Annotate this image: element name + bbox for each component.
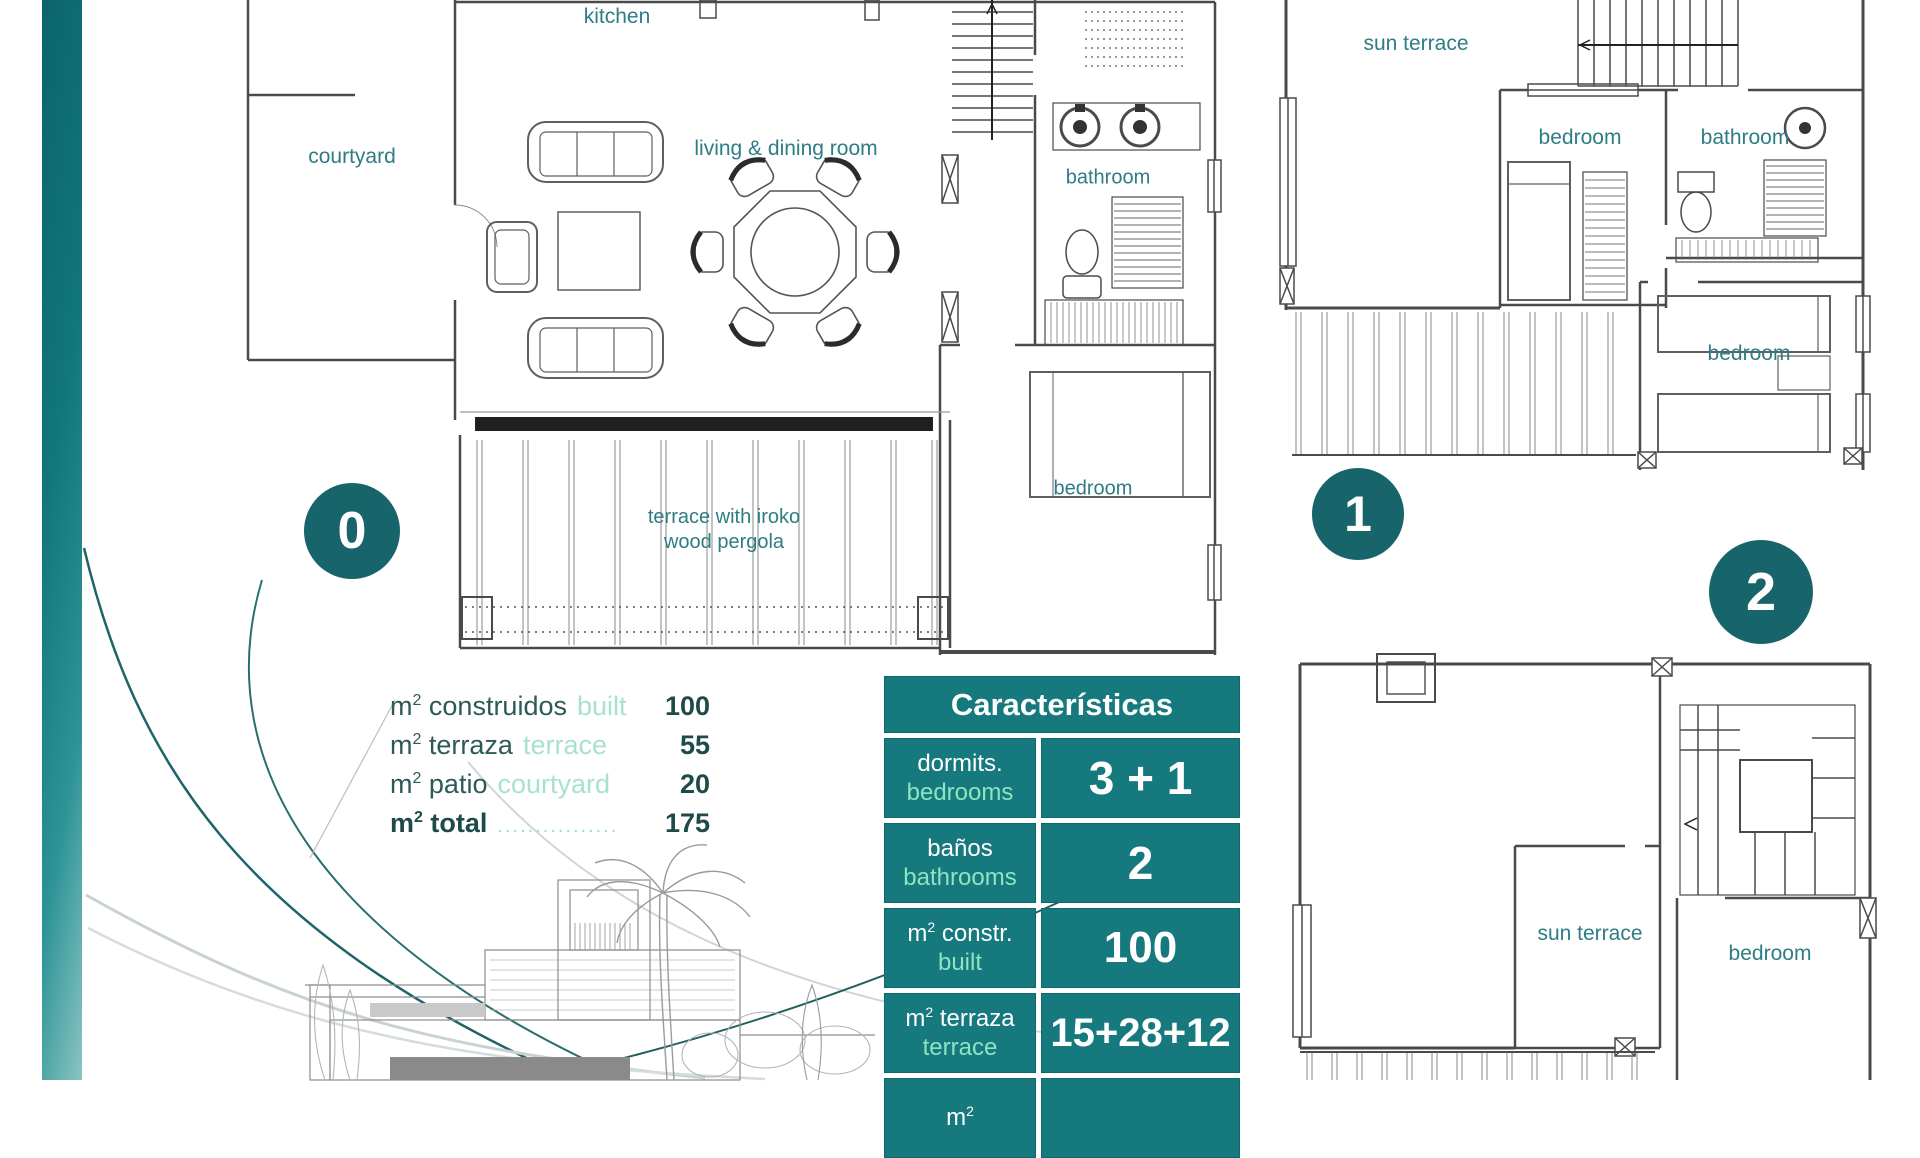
label-es: $m^2$ xyxy=(946,1103,974,1132)
label-es: dormits. xyxy=(917,750,1003,778)
measurement-label-es: $m^2$ patio xyxy=(390,769,488,799)
label-en: built xyxy=(937,948,983,976)
room-label-terrace xyxy=(648,505,800,555)
room-label-bathroom-1: bathroom xyxy=(1700,125,1790,149)
room-label-bedroom-0: bedroom xyxy=(1053,477,1133,500)
measurement-row-courtyard xyxy=(390,769,710,808)
table-value: 2 xyxy=(1041,823,1240,903)
table-label xyxy=(884,823,1036,903)
label-es: $m^2$ constr. xyxy=(907,919,1013,948)
table-row-bathrooms xyxy=(884,823,1240,903)
room-label-kitchen: kitchen xyxy=(583,4,651,28)
measurement-value: 55 xyxy=(679,730,710,760)
measurement-value: 20 xyxy=(679,769,710,799)
table-label xyxy=(884,1078,1036,1158)
room-label-sun-terrace-2: sun terrace xyxy=(1537,921,1643,945)
measurement-label-es: $m^2$ construidos xyxy=(390,691,567,721)
table-value: 15+28+12 xyxy=(1041,993,1240,1073)
room-label-bathroom-0: bathroom xyxy=(1065,166,1151,189)
measurement-dots: ................ xyxy=(497,815,619,837)
label-en: terrace xyxy=(922,1033,998,1061)
measurement-row-total xyxy=(390,808,710,847)
room-label-bedroom-1a: bedroom xyxy=(1538,125,1622,149)
label-es: $m^2$ terraza xyxy=(905,1004,1015,1033)
villa-sketch xyxy=(295,835,875,1080)
label-en: bedrooms xyxy=(906,778,1014,806)
room-label-courtyard: courtyard xyxy=(308,144,396,168)
floor-number-2: 2 xyxy=(1709,540,1813,644)
features-table-title: Características xyxy=(884,676,1240,733)
terrace-label-line1: terrace with iroko xyxy=(647,506,801,528)
floor-number-0: 0 xyxy=(304,483,400,579)
table-label xyxy=(884,908,1036,988)
floor-number-1: 1 xyxy=(1312,468,1404,560)
measurement-label-en: terrace xyxy=(522,730,607,760)
table-value: 3 + 1 xyxy=(1041,738,1240,818)
table-row-terrace xyxy=(884,993,1240,1073)
table-row-built xyxy=(884,908,1240,988)
label-en: bathrooms xyxy=(903,863,1017,891)
features-table xyxy=(884,676,1240,1158)
measurement-label-es: $m^2$ total xyxy=(390,808,488,838)
measurement-label-en: courtyard xyxy=(497,769,611,799)
measurement-label-es: $m^2$ terraza xyxy=(390,730,513,760)
table-row-partial xyxy=(884,1078,1240,1158)
room-label-living-dining: living & dining room xyxy=(694,136,878,160)
table-label xyxy=(884,738,1036,818)
measurement-value: 100 xyxy=(664,691,710,721)
building xyxy=(305,880,875,1080)
area-measurements xyxy=(390,691,710,847)
room-label-bedroom-2: bedroom xyxy=(1728,941,1812,965)
room-label-sun-terrace-1: sun terrace xyxy=(1363,31,1469,55)
room-label-bedroom-1b: bedroom xyxy=(1707,341,1791,365)
measurement-row-terrace xyxy=(390,730,710,769)
measurement-row-built xyxy=(390,691,710,730)
label-es: baños xyxy=(927,835,993,863)
measurement-value: 175 xyxy=(664,808,710,838)
table-value xyxy=(1041,1078,1240,1158)
table-value: 100 xyxy=(1041,908,1240,988)
terrace-label-line2: wood pergola xyxy=(663,531,785,553)
table-label xyxy=(884,993,1036,1073)
measurement-label-en: built xyxy=(576,691,627,721)
table-row-bedrooms xyxy=(884,738,1240,818)
